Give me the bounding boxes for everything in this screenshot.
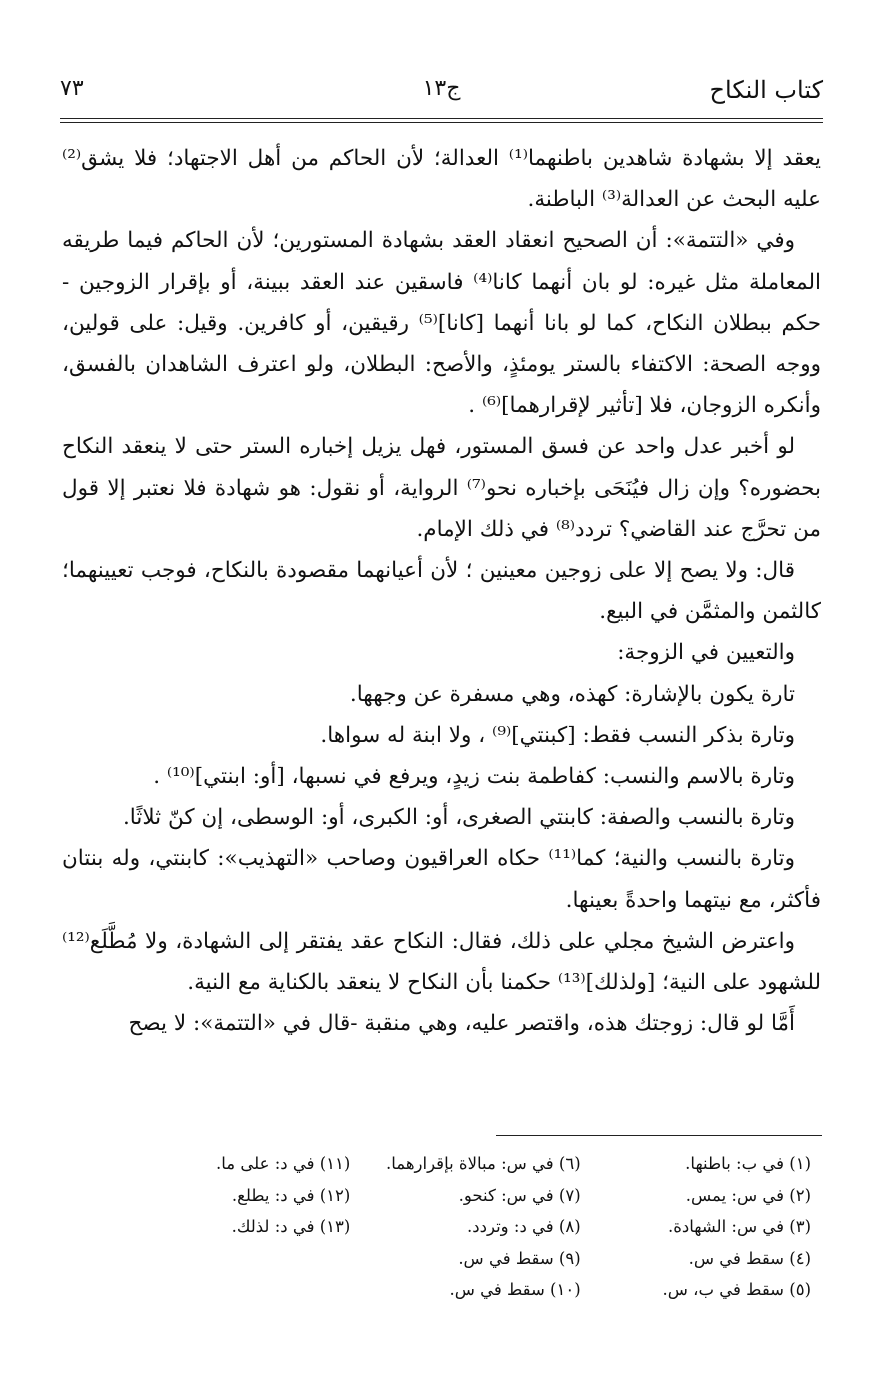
- paragraph: وتارة بالنسب والنية؛ كما⁽¹¹⁾ حكاه العراقيون وصاحب «التهذيب»: كابنتي، وله بنتان فأكثر، مع نيتهما واحدةً بعينها.: [62, 846, 821, 913]
- page-number: ٧٣: [60, 76, 84, 101]
- footnote: (٣) في س: الشهادة.: [667, 1217, 811, 1236]
- footnote: (٧) في س: كنحو.: [458, 1185, 581, 1205]
- paragraph: والتعيين في الزوجة:: [617, 640, 795, 666]
- footnote: (١٠) سقط في س.: [449, 1280, 581, 1299]
- footnotes: [120, 1148, 811, 1306]
- volume-label: ج١٣: [422, 76, 461, 101]
- paragraph: أَمَّا لو قال: زوجتك هذه، واقتصر عليه، وهي منقبة -قال في «التتمة»: لا يصح: [128, 1011, 795, 1037]
- footnote: (١٢) في د: يطلع.: [231, 1185, 351, 1205]
- footnote: (١١) في د: على ما.: [216, 1154, 351, 1173]
- main-text: [62, 138, 821, 1044]
- footnote-divider: [496, 1135, 822, 1136]
- header-divider: [60, 118, 823, 123]
- footnote-column: [581, 1148, 811, 1306]
- footnote: (١٣) في د: لذلك.: [231, 1217, 351, 1236]
- paragraph: وتارة بالنسب والصفة: كابنتي الصغرى، أو: الكبرى، أو: الوسطى، إن كنّ ثلاثًا.: [122, 805, 795, 831]
- paragraph: وتارة بذكر النسب فقط: [كبنتي]⁽⁹⁾ ، ولا ابنة له سواها.: [320, 722, 795, 748]
- footnote: (٨) في د: وتردد.: [467, 1217, 581, 1236]
- footnote-column: [350, 1148, 580, 1306]
- footnote: (٥) سقط في ب، س.: [662, 1280, 811, 1299]
- footnote: (٦) في س: مبالاة بإقرارهما.: [386, 1154, 581, 1173]
- running-title: كتاب النكاح: [709, 76, 823, 104]
- paragraph: وتارة بالاسم والنسب: كفاطمة بنت زيدٍ، ويرفع في نسبها، [أو: ابنتي]⁽¹⁰⁾ .: [153, 764, 795, 790]
- footnote: (٤) سقط في س.: [688, 1248, 811, 1268]
- paragraph: قال: ولا يصح إلا على زوجين معينين ؛ لأن أعيانهما مقصودة بالنكاح، فوجب تعيينهما؛ كالثمن والمثمَّن في البيع.: [62, 558, 821, 625]
- footnote: (٩) سقط في س.: [458, 1248, 581, 1268]
- paragraph: يعقد إلا بشهادة شاهدين باطنهما⁽¹⁾ العدالة؛ لأن الحاكم من أهل الاجتهاد؛ فلا يشق⁽²⁾ عليه البحث عن العدالة⁽³⁾ الباطنة.: [62, 146, 821, 213]
- page-header: [60, 72, 823, 118]
- paragraph: تارة يكون بالإشارة: كهذه، وهي مسفرة عن وجهها.: [349, 681, 795, 707]
- footnote: (١) في ب: باطنها.: [685, 1154, 811, 1173]
- paragraph: لو أخبر عدل واحد عن فسق المستور، فهل يزيل إخباره الستر حتى لا ينعقد النكاح بحضوره؟ وإن زال فيُنَحَى بإخباره نحو⁽⁷⁾ الرواية، أو نقول: هو شهادة فلا نعتبر إلا قول من تحرَّج عند القاضي؟ تردد⁽⁸⁾ في ذلك الإمام.: [62, 434, 821, 542]
- footnote: (٢) في س: يمس.: [685, 1185, 811, 1205]
- footnote-column: [120, 1148, 350, 1306]
- paragraph: وفي «التتمة»: أن الصحيح انعقاد العقد بشهادة المستورين؛ لأن الحاكم فيما طريقه المعاملة مثل غيره: لو بان أنهما كانا⁽⁴⁾ فاسقين عند العقد ببينة، أو بإقرار الزوجين - حكم ببطلان النكاح، كما لو بانا أنهما [كانا]⁽⁵⁾ رقيقين، أو كافرين. وقيل: على قولين، ووجه الصحة: الاكتفاء بالستر يومئذٍ، والأصح: البطلان، ولو اعترف الشاهدان بالفسق، وأنكره الزوجان، فلا [تأثير لإقرارهما]⁽⁶⁾ .: [62, 228, 821, 419]
- paragraph: واعترض الشيخ مجلي على ذلك، فقال: النكاح عقد يفتقر إلى الشهادة، ولا مُطَّلَع⁽¹²⁾ للشهود على النية؛ [ولذلك]⁽¹³⁾ حكمنا بأن النكاح لا ينعقد بالكناية مع النية.: [62, 928, 821, 996]
